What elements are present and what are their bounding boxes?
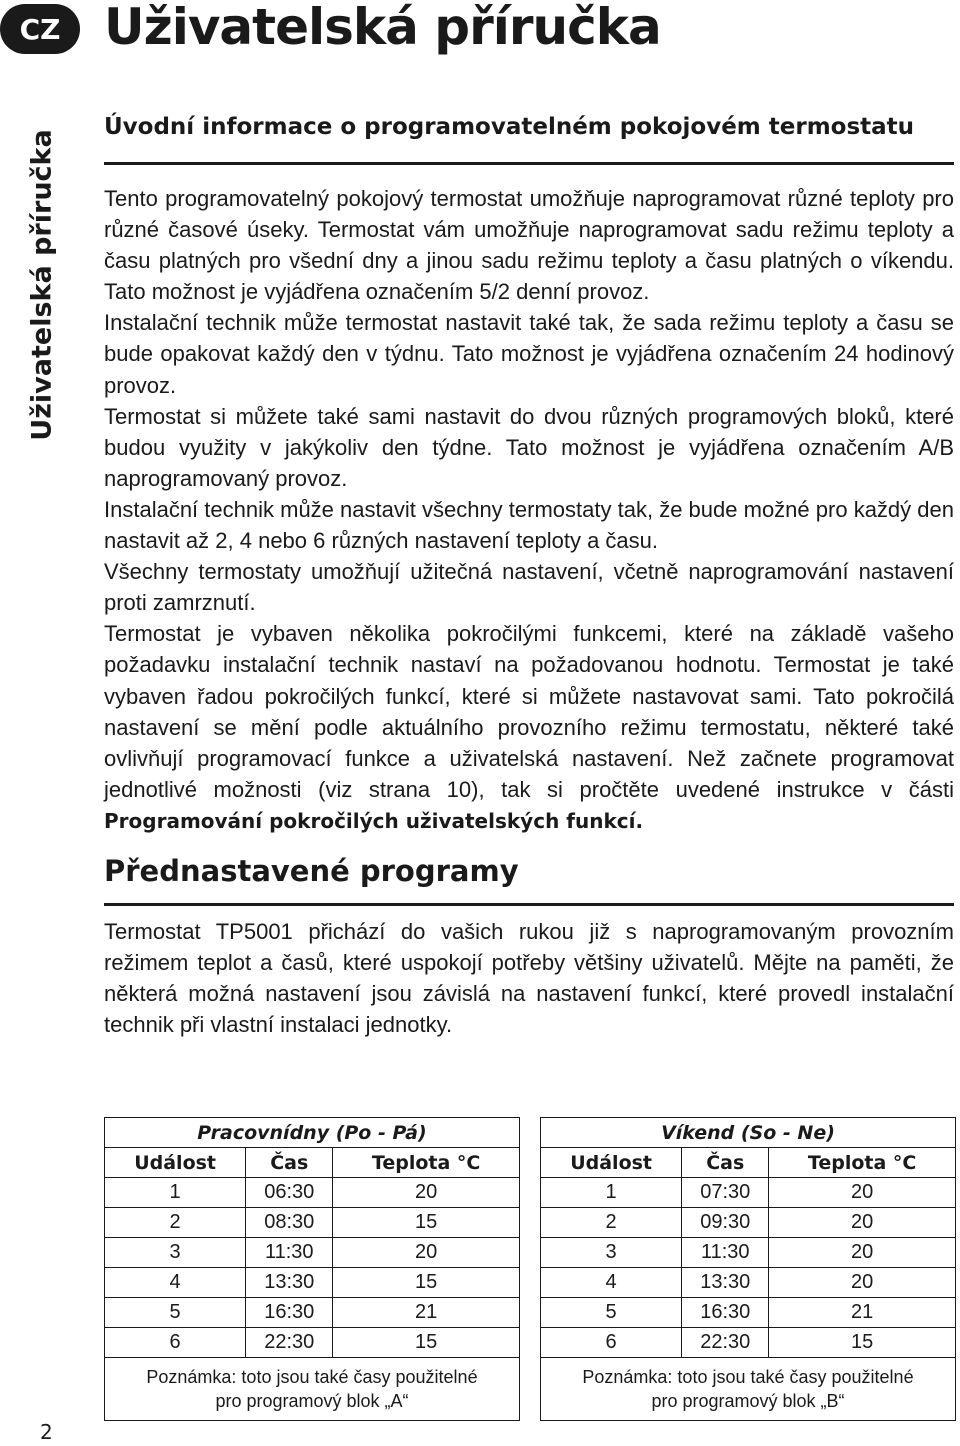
table-row [105, 1298, 520, 1328]
program-tables [104, 1117, 958, 1424]
column-header-temperature: Teplota °C [333, 1148, 520, 1178]
temperature-cell: 15 [333, 1328, 520, 1358]
page-number: 2 [40, 1420, 53, 1444]
time-cell: 16:30 [246, 1298, 333, 1328]
intro-paragraph: Instalační technik může termostat nastavit také tak, že sada režimu teploty a času se bude opakovat každý den v týdnu. Tato možnost je vyjádřena označením 24 hodinový provoz. [104, 310, 954, 398]
weekend-program-table [540, 1117, 956, 1421]
section-divider [104, 162, 954, 165]
table-row [541, 1268, 956, 1298]
event-cell: 5 [105, 1298, 246, 1328]
table-row [105, 1328, 520, 1358]
presets-paragraph: Termostat TP5001 přichází do vašich rukou již s naprogramovaným provozním režimem teplot a časů, které uspokojí potřeby většiny uživatelů. Mějte na paměti, že některá možná nastavení jsou závislá na nastavení funkcí, které provedl instalační technik při vlastní instalaci jednotky. [104, 918, 954, 1038]
table-row [541, 1298, 956, 1328]
temperature-cell: 15 [333, 1268, 520, 1298]
time-cell: 22:30 [682, 1328, 769, 1358]
intro-paragraph: Termostat si můžete také sami nastavit do dvou různých programových bloků, které budou využity v jakýkoliv den týdne. Tato možnost je vyjádřena označením A/B naprogramovaný provoz. [104, 403, 954, 491]
table-row [541, 1238, 956, 1268]
main-content [104, 110, 954, 1040]
time-cell: 07:30 [682, 1178, 769, 1208]
advanced-link-text: Programování pokročilých uživatelských funkcí. [104, 808, 644, 833]
event-cell: 2 [105, 1208, 246, 1238]
language-badge [0, 4, 80, 54]
event-cell: 3 [541, 1238, 682, 1268]
event-cell: 3 [105, 1238, 246, 1268]
table-note-line: Poznámka: toto jsou také časy použitelné [146, 1367, 478, 1387]
time-cell: 06:30 [246, 1178, 333, 1208]
table-caption: Pracovnídny (Po - Pá) [105, 1118, 520, 1148]
table-note-line: pro programový blok „A“ [215, 1391, 409, 1411]
event-cell: 4 [105, 1268, 246, 1298]
column-header-time: Čas [682, 1148, 769, 1178]
event-cell: 1 [541, 1178, 682, 1208]
temperature-cell: 20 [769, 1268, 956, 1298]
table-caption: Víkend (So - Ne) [541, 1118, 956, 1148]
table-row [541, 1178, 956, 1208]
time-cell: 11:30 [246, 1238, 333, 1268]
section-title-intro: Úvodní informace o programovatelném pokojovém termostatu [104, 114, 915, 140]
table-row [541, 1208, 956, 1238]
time-cell: 13:30 [682, 1268, 769, 1298]
event-cell: 4 [541, 1268, 682, 1298]
intro-paragraph: Tento programovatelný pokojový termostat umožňuje naprogramovat různé teploty pro různé časové úseky. Termostat vám umožňuje naprogramovat sadu režimu teploty a času platných pro všední dny a jinou sadu režimu teploty a času platných o víkendu. Tato možnost je vyjádřena označením 5/2 denní provoz. [104, 186, 954, 305]
temperature-cell: 21 [769, 1298, 956, 1328]
event-cell: 5 [541, 1298, 682, 1328]
document-title: Uživatelská příručka [104, 0, 661, 56]
intro-paragraph-advanced [104, 618, 954, 837]
table-note [105, 1358, 520, 1421]
advanced-text: Termostat je vybaven několika pokročilými funkcemi, které na základě vašeho požadavku instalační technik nastaví na požadovanou hodnotu. Termostat je také vybaven řadou pokročilých funkcí, které si můžete nastavovat sami. Tato pokročilá nastavení se mění podle aktuálního provozního režimu termostatu, některé také ovlivňují programovací funkce a uživatelská nastavení. Než začnete programovat jednotlivé možnosti (viz strana 10), tak si pročtěte uvedené instrukce v části [104, 621, 954, 802]
side-label-text: Uživatelská příručka [26, 129, 58, 441]
table-note-line: Poznámka: toto jsou také časy použitelné [582, 1367, 914, 1387]
time-cell: 16:30 [682, 1298, 769, 1328]
table-row [105, 1268, 520, 1298]
temperature-cell: 20 [769, 1208, 956, 1238]
temperature-cell: 20 [769, 1178, 956, 1208]
temperature-cell: 20 [333, 1178, 520, 1208]
table-note-line: pro programový blok „B“ [651, 1391, 845, 1411]
weekday-program-table [104, 1117, 520, 1421]
table-note [541, 1358, 956, 1421]
column-header-temperature: Teplota °C [769, 1148, 956, 1178]
intro-paragraph: Instalační technik může nastavit všechny termostaty tak, že bude možné pro každý den nastavit až 2, 4 nebo 6 různých nastavení teploty a času. [104, 496, 954, 554]
column-header-event: Událost [541, 1148, 682, 1178]
section-title-presets: Přednastavené programy [104, 853, 519, 888]
temperature-cell: 15 [333, 1208, 520, 1238]
temperature-cell: 20 [333, 1238, 520, 1268]
column-header-event: Událost [105, 1148, 246, 1178]
temperature-cell: 20 [769, 1238, 956, 1268]
event-cell: 6 [105, 1328, 246, 1358]
time-cell: 11:30 [682, 1238, 769, 1268]
table-row [541, 1328, 956, 1358]
table-row [105, 1208, 520, 1238]
event-cell: 6 [541, 1328, 682, 1358]
table-header-row [105, 1148, 520, 1178]
side-label [20, 110, 64, 460]
time-cell: 13:30 [246, 1268, 333, 1298]
time-cell: 22:30 [246, 1328, 333, 1358]
event-cell: 2 [541, 1208, 682, 1238]
table-row [105, 1238, 520, 1268]
temperature-cell: 15 [769, 1328, 956, 1358]
table-row [105, 1178, 520, 1208]
section-divider [104, 903, 954, 906]
intro-paragraph: Všechny termostaty umožňují užitečná nastavení, včetně naprogramování nastavení proti zamrznutí. [104, 559, 954, 616]
event-cell: 1 [105, 1178, 246, 1208]
time-cell: 09:30 [682, 1208, 769, 1238]
table-header-row [541, 1148, 956, 1178]
time-cell: 08:30 [246, 1208, 333, 1238]
language-code: CZ [19, 12, 61, 46]
temperature-cell: 21 [333, 1298, 520, 1328]
column-header-time: Čas [246, 1148, 333, 1178]
